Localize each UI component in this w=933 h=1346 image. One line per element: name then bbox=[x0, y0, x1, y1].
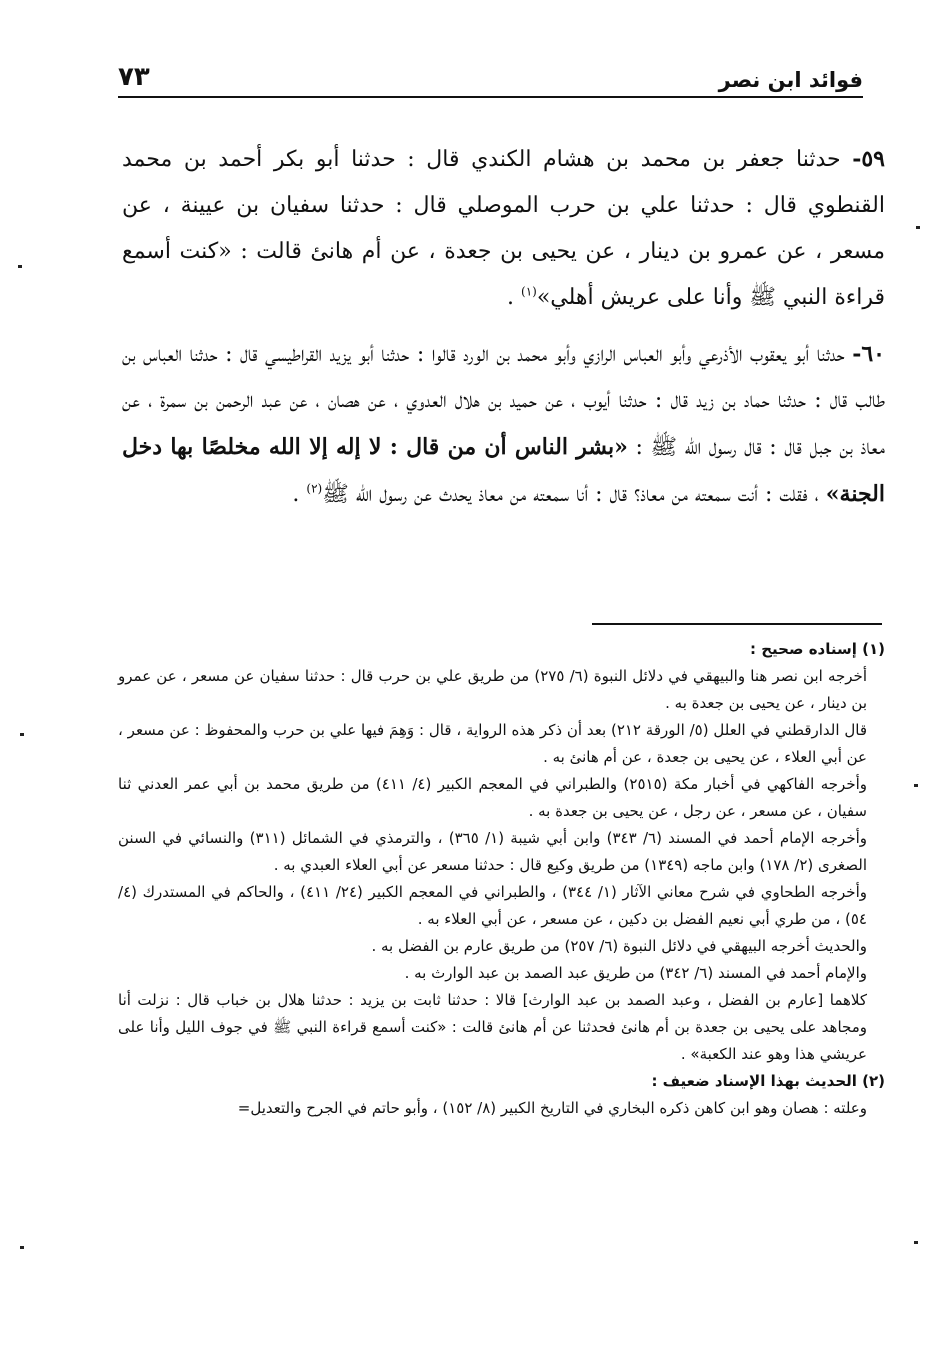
footnote-paragraph: وعلته : هصان وهو ابن كاهن ذكره البخاري في التاريخ الكبير (٨/ ١٥٢) ، وأبو حاتم في الجرح والتعديل= bbox=[237, 1099, 867, 1117]
footnote-paragraph: قال الدارقطني في العلل (٥/ الورقة ٢١٢) بعد أن ذكر هذه الرواية ، قال : وَهِمَ فيها علي بن حرب والمحفوظ : عن مسعر ، عن أبي العلاء ، عن يحيى بن جعدة ، عن أم هانئ به . bbox=[118, 721, 867, 766]
footnote-1-heading: (١) إسناده صحيح : bbox=[750, 640, 885, 658]
scan-mark bbox=[914, 1241, 918, 1244]
hadith-number: ٥٩- bbox=[852, 146, 885, 172]
header-rule bbox=[118, 96, 863, 98]
footnote-paragraph: كلاهما [عارم بن الفضل ، وعبد الصمد بن عبد الوارث] قالا : حدثنا ثابت بن يزيد : حدثنا هلال بن خباب قال : نزلت أنا ومجاهد على يحيى بن جعدة بن أم هانئ فحدثنا عن أم هانئ قالت : «كنت أسمع قراءة النبي ﷺ في جوف الليل وأنا على عريشي هذا وهو عند الكعبة» . bbox=[118, 991, 867, 1063]
hadith-text: حدثنا أبو يعقوب الأذرعي وأبو العباس الرازي وأبو محمد بن الورد قالوا : حدثنا أبو يزيد القراطيسي قال : حدثنا العباس بن طالب قال : حدثنا حماد بن زيد قال : حدثنا أيوب ، عن حميد بن هلال العدوي ، عن هصان ، عن عبد الرحمن بن سمرة ، عن معاذ بن جبل قال : قال رسول الله ﷺ : bbox=[122, 342, 885, 460]
footnotes bbox=[118, 636, 885, 1122]
scan-mark bbox=[916, 226, 920, 229]
page-number: ٧٣ bbox=[118, 62, 150, 92]
hadith-number: ٦٠- bbox=[852, 341, 885, 367]
scan-mark bbox=[20, 733, 24, 736]
scan-mark bbox=[20, 1246, 24, 1249]
footnote-ref: (٢) bbox=[306, 481, 323, 496]
scan-mark bbox=[914, 784, 918, 787]
main-text bbox=[122, 136, 885, 528]
hadith-60 bbox=[122, 331, 885, 518]
book-title: فوائد ابن نصر bbox=[718, 68, 863, 92]
footnote-rule bbox=[592, 623, 882, 625]
footnote-2-body bbox=[118, 1095, 885, 1122]
scan-mark bbox=[18, 265, 22, 268]
hadith-text: حدثنا جعفر بن محمد بن هشام الكندي قال : حدثنا أبو بكر أحمد بن محمد القنطوي قال : حدثنا علي بن حرب الموصلي قال : حدثنا سفيان بن عيينة ، عن مسعر ، عن عمرو بن دينار ، عن يحيى بن جعدة ، عن أم هانئ قالت : «كنت أسمع قراءة النبي ﷺ وأنا على عريش أهلي» bbox=[122, 147, 885, 310]
footnote-paragraph: والإمام أحمد في المسند (٦/ ٣٤٢) من طريق عبد الصمد بن عبد الوارث به . bbox=[404, 964, 867, 982]
hadith-end: . bbox=[292, 482, 307, 507]
footnote-paragraph: والحديث أخرجه البيهقي في دلائل النبوة (٦/ ٢٥٧) من طريق عارم بن الفضل به . bbox=[371, 937, 867, 955]
running-head bbox=[118, 58, 863, 92]
footnote-1-body bbox=[118, 663, 885, 1068]
footnote-paragraph: أخرجه ابن نصر هنا والبيهقي في دلائل النبوة (٦/ ٢٧٥) من طريق علي بن حرب قال : حدثنا سفيان عن مسعر ، عن عمرو بن دينار ، عن يحيى بن جعدة به . bbox=[118, 667, 867, 712]
footnote-paragraph: وأخرجه الإمام أحمد في المسند (٦/ ٣٤٣) وابن أبي شيبة (١/ ٣٦٥) ، والترمذي في الشمائل (٣١١) والنسائي في السنن الصغرى (٢/ ١٧٨) وابن ماجه (١٣٤٩) من طريق وكيع قال : حدثنا مسعر عن أبي العلاء العبدي به . bbox=[118, 829, 868, 874]
footnote-paragraph: وأخرجه الطحاوي في شرح معاني الآثار (١/ ٣٤٤) ، والطبراني في المعجم الكبير (٢٤/ ٤١١) ، والحاكم في المستدرك (٤/ ٥٤) ، من طري أبي نعيم الفضل بن دكين ، عن مسعر ، عن أبي العلاء به . bbox=[118, 883, 867, 928]
hadith-59 bbox=[122, 136, 885, 321]
footnote-paragraph: وأخرجه الفاكهي في أخبار مكة (٢٥١٥) والطبراني في المعجم الكبير (٤/ ٤١١) من طريق محمد بن أبي عمر العدني ثنا سفيان ، عن مسعر ، عن رجل ، عن يحيى بن جعدة به . bbox=[118, 775, 868, 820]
hadith-text-continued: ، فقلت : أنت سمعته من معاذ؟ قال : أنا سمعته من معاذ يحدث عن رسول الله ﷺ bbox=[322, 482, 826, 507]
footnote-2-heading: (٢) الحديث بهذا الإسناد ضعيف : bbox=[651, 1072, 885, 1090]
hadith-matn-bold: «بشر الناس أن من قال : لا إله إلا الله مخلصًا بها دخل الجنة» bbox=[122, 434, 885, 507]
footnote-ref: (١) bbox=[521, 284, 537, 299]
hadith-end: . bbox=[507, 285, 522, 310]
